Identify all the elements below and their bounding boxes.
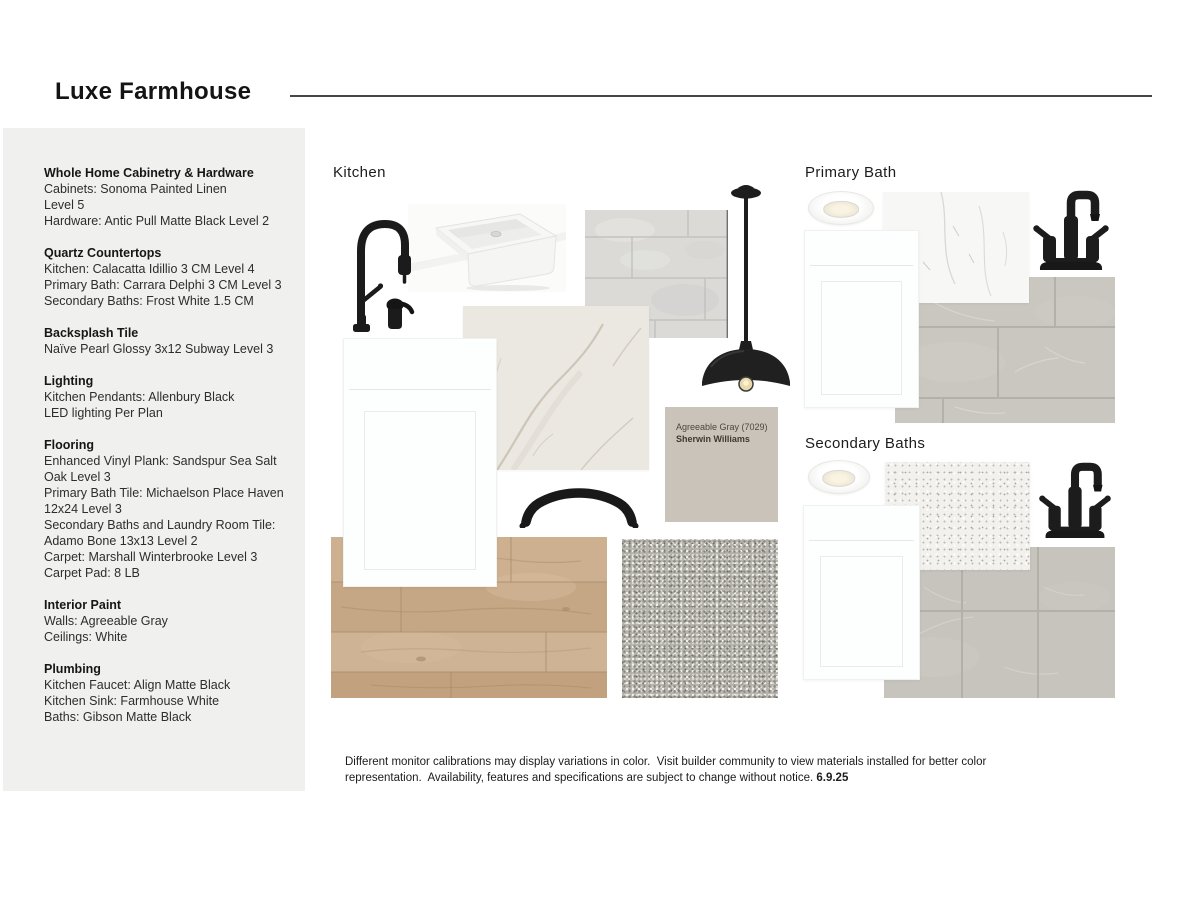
spec-sidebar <box>3 128 305 791</box>
sb-faucet-image <box>1038 458 1112 542</box>
paint-swatch-name: Agreeable Gray (7029) <box>676 422 768 432</box>
sb-cabinet-door <box>803 505 920 680</box>
carpet-swatch <box>622 539 778 698</box>
spec-line: Kitchen Faucet: Align Matte Black <box>44 678 231 692</box>
kitchen-faucet-image <box>344 203 428 335</box>
disclaimer-text: Different monitor calibrations may display variations in color. Visit builder community to view materials installed for better color representation. Availability, features and specifications are subject to change without notice. <box>345 756 987 784</box>
spec-line: Ceilings: White <box>44 630 128 644</box>
cabinet-drawer-divider <box>810 265 913 266</box>
spec-line: Secondary Baths: Frost White 1.5 CM <box>44 294 254 308</box>
spec-section-title: Flooring <box>44 438 94 452</box>
spec-section-countertops <box>44 245 296 309</box>
cabinet-shaker-panel <box>820 556 903 667</box>
farmhouse-sink-image <box>408 204 566 292</box>
cabinet-shaker-panel <box>364 411 476 570</box>
spec-section-lighting <box>44 373 296 421</box>
pendant-light-icon <box>699 183 793 397</box>
spec-section-plumbing <box>44 661 296 725</box>
recessed-light-lens <box>823 201 859 217</box>
spec-line: Enhanced Vinyl Plank: Sandspur Sea Salt Oak Level 3 <box>44 454 277 484</box>
recessed-light-lens <box>822 470 855 486</box>
spec-line: Kitchen Sink: Farmhouse White <box>44 694 220 708</box>
pb-faucet-image <box>1032 188 1110 272</box>
primary-bath-label: Primary Bath <box>805 164 897 181</box>
page-title: Luxe Farmhouse <box>55 78 252 105</box>
disclaimer-date: 6.9.25 <box>816 772 849 784</box>
spec-section-backsplash <box>44 325 296 357</box>
kitchen-label: Kitchen <box>333 164 386 181</box>
cabinet-shaker-panel <box>821 281 902 395</box>
farmhouse-sink-icon <box>408 204 566 292</box>
spec-line: LED lighting Per Plan <box>44 406 163 420</box>
spec-section-title: Backsplash Tile <box>44 326 139 340</box>
paint-swatch <box>665 407 778 522</box>
sb-recessed-light-image <box>808 460 870 494</box>
spec-line: Kitchen: Calacatta Idillio 3 CM Level 4 <box>44 262 255 276</box>
spec-line: Level 5 <box>44 198 85 212</box>
bath-faucet-icon <box>1038 458 1112 542</box>
title-rule-line <box>290 95 1152 97</box>
spec-line: Baths: Gibson Matte Black <box>44 710 192 724</box>
spec-section-title: Lighting <box>44 374 94 388</box>
kitchen-cabinet-door <box>343 338 497 587</box>
kitchen-faucet-icon <box>344 203 428 335</box>
cabinet-drawer-divider <box>349 389 491 390</box>
spec-line: Secondary Baths and Laundry Room Tile: Adamo Bone 13x13 Level 2 <box>44 518 276 548</box>
spec-line: Carpet: Marshall Winterbrooke Level 3 <box>44 550 258 564</box>
cabinet-pull-icon <box>519 481 639 528</box>
spec-section-paint <box>44 597 296 645</box>
spec-line: Primary Bath Tile: Michaelson Place Haven 12x24 Level 3 <box>44 486 284 516</box>
pendant-light-image <box>699 183 793 397</box>
cabinet-drawer-divider <box>809 540 914 541</box>
spec-line: Kitchen Pendants: Allenbury Black <box>44 390 235 404</box>
spec-line: Walls: Agreeable Gray <box>44 614 168 628</box>
spec-section-title: Whole Home Cabinetry & Hardware <box>44 166 254 180</box>
secondary-baths-label: Secondary Baths <box>805 435 926 452</box>
paint-swatch-brand: Sherwin Williams <box>676 434 750 444</box>
spec-line: Carpet Pad: 8 LB <box>44 566 140 580</box>
spec-section-cabinetry <box>44 165 296 229</box>
spec-section-title: Interior Paint <box>44 598 122 612</box>
spec-line: Hardware: Antic Pull Matte Black Level 2 <box>44 214 270 228</box>
pb-cabinet-door <box>804 230 919 408</box>
disclaimer <box>345 754 1067 786</box>
pb-recessed-light-image <box>808 191 874 225</box>
cabinet-pull-image <box>519 481 639 528</box>
bath-faucet-icon <box>1032 188 1110 272</box>
spec-line: Primary Bath: Carrara Delphi 3 CM Level 3 <box>44 278 282 292</box>
spec-section-flooring <box>44 437 296 581</box>
spec-section-title: Plumbing <box>44 662 101 676</box>
spec-line: Naïve Pearl Glossy 3x12 Subway Level 3 <box>44 342 274 356</box>
spec-section-title: Quartz Countertops <box>44 246 162 260</box>
spec-line: Cabinets: Sonoma Painted Linen <box>44 182 227 196</box>
